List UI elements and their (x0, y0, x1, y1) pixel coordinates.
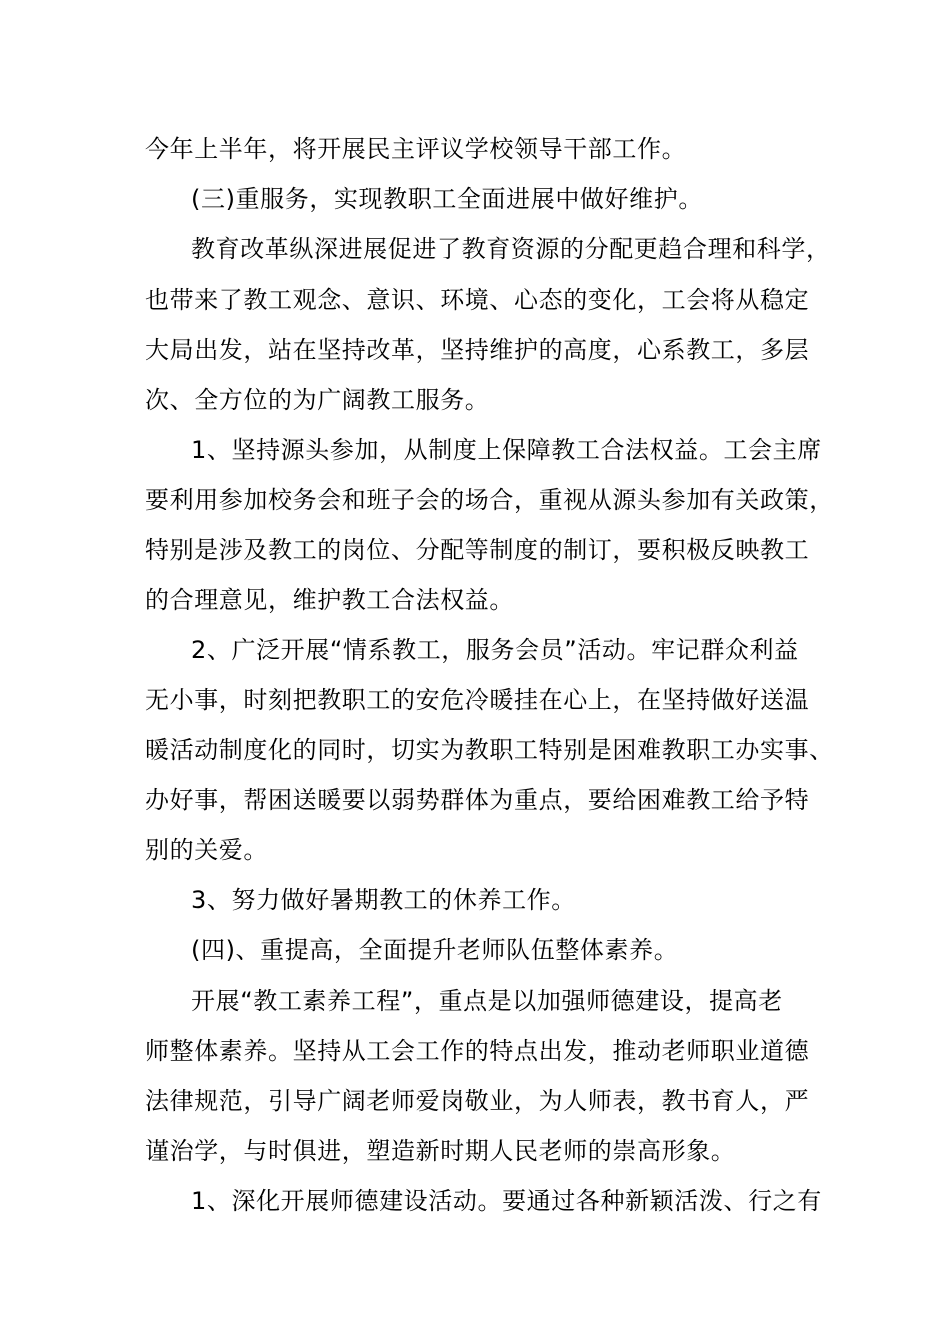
text-line: 今年上半年，将开展民主评议学校领导干部工作。 (145, 135, 687, 163)
section-heading: (三)重服务，实现教职工全面进展中做好维护。 (191, 185, 703, 213)
text-line: 2、广泛开展“情系教工，服务会员”活动。牢记群众利益 (191, 636, 799, 664)
text-line: 师整体素养。坚持从工会工作的特点出发，推动老师职业道德 (145, 1037, 810, 1065)
text-line: 办好事，帮困送暖要以弱势群体为重点，要给困难教工给予特 (145, 786, 810, 814)
text-line: 1、坚持源头参加，从制度上保障教工合法权益。工会主席 (191, 436, 822, 464)
text-line: 教育改革纵深进展促进了教育资源的分配更趋合理和科学， (191, 235, 831, 263)
text-line: 无小事，时刻把教职工的安危冷暖挂在心上，在坚持做好送温 (145, 686, 810, 714)
text-line: 谨治学，与时俱进，塑造新时期人民老师的崇高形象。 (145, 1137, 736, 1165)
text-line: 次、全方位的为广阔教工服务。 (145, 386, 490, 414)
text-line: 特别是涉及教工的岗位、分配等制度的制订，要积极反映教工 (145, 536, 810, 564)
text-line: 1、深化开展师德建设活动。要通过各种新颖活泼、行之有 (191, 1187, 822, 1215)
text-line: 3、努力做好暑期教工的休养工作。 (191, 886, 576, 914)
text-line: 的合理意见，维护教工合法权益。 (145, 586, 514, 614)
text-line: 开展“教工素养工程”，重点是以加强师德建设，提高老 (191, 987, 783, 1015)
text-line: 暖活动制度化的同时，切实为教职工特别是困难教职工办实事、 (145, 736, 834, 764)
section-heading: (四)、重提高，全面提升老师队伍整体素养。 (191, 936, 679, 964)
text-line: 别的关爱。 (145, 836, 268, 864)
text-line: 要利用参加校务会和班子会的场合，重视从源头参加有关政策， (145, 486, 834, 514)
text-line: 也带来了教工观念、意识、环境、心态的变化，工会将从稳定 (145, 286, 810, 314)
text-line: 法律规范，引导广阔老师爱岗敬业，为人师表，教书育人，严 (145, 1087, 810, 1115)
text-line: 大局出发，站在坚持改革，坚持维护的高度，心系教工，多层 (145, 336, 810, 364)
